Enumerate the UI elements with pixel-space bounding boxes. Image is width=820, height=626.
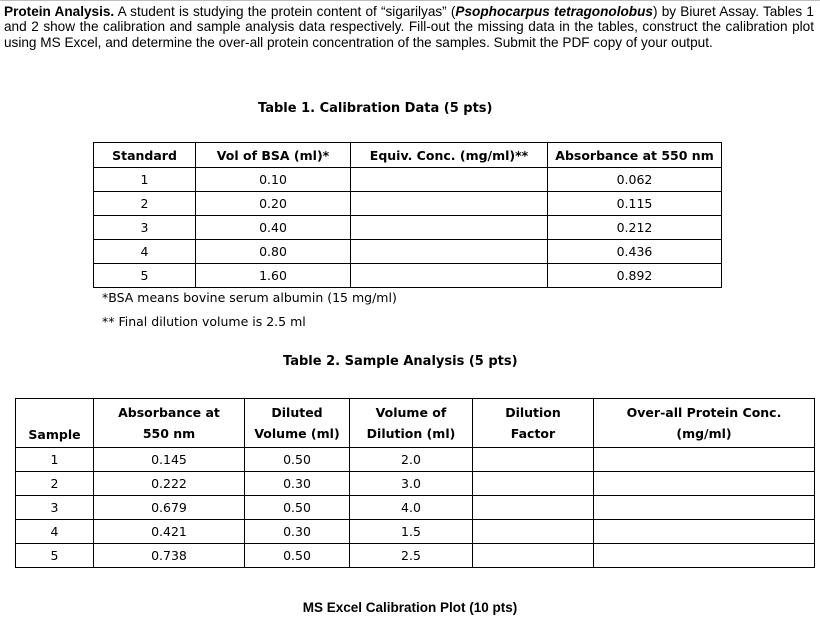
table1-cell: 5 [94, 264, 196, 288]
table1-cell: 4 [94, 240, 196, 264]
table1-cell: 0.80 [196, 240, 351, 264]
intro-lead: Protein Analysis. [4, 4, 115, 19]
table1-cell: 0.892 [548, 264, 722, 288]
table2-cell: 0.50 [245, 544, 350, 568]
table2-header-absorbance [94, 399, 245, 448]
table1-cell: 3 [94, 216, 196, 240]
calibration-plot-caption: MS Excel Calibration Plot (10 pts) [302, 600, 518, 615]
instructions-paragraph [4, 4, 814, 50]
table2-cell-blank[interactable] [473, 544, 594, 568]
table1-cell-blank[interactable] [351, 240, 548, 264]
table2-cell: 2.0 [350, 448, 473, 472]
table2-cell: 5 [16, 544, 94, 568]
bsa-footnote: *BSA means bovine serum albumin (15 mg/ml) [102, 290, 397, 305]
table2-cell: 0.30 [245, 472, 350, 496]
table1-cell: 0.10 [196, 168, 351, 192]
table1-cell: 0.40 [196, 216, 351, 240]
table1-header-absorbance: Absorbance at 550 nm [548, 143, 722, 168]
table1-cell: 2 [94, 192, 196, 216]
header-line: Absorbance at [118, 405, 220, 420]
table-row [16, 544, 815, 568]
header-line: (mg/ml) [676, 426, 732, 441]
table2-cell: 0.30 [245, 520, 350, 544]
table-row [94, 216, 722, 240]
table2-cell: 2.5 [350, 544, 473, 568]
table1-cell: 1.60 [196, 264, 351, 288]
table2-cell-blank[interactable] [594, 544, 815, 568]
table-row [16, 472, 815, 496]
table-row [16, 448, 815, 472]
table2-cell: 4 [16, 520, 94, 544]
table2-cell: 3 [16, 496, 94, 520]
table2-cell: 0.222 [94, 472, 245, 496]
table1-cell-blank[interactable] [351, 168, 548, 192]
table2-cell: 0.421 [94, 520, 245, 544]
table2-cell: 0.50 [245, 496, 350, 520]
sample-analysis-table [15, 398, 815, 568]
table-row [16, 520, 815, 544]
table2-cell: 0.738 [94, 544, 245, 568]
header-line: 550 nm [142, 426, 196, 441]
table1-cell: 0.436 [548, 240, 722, 264]
table2-cell-blank[interactable] [473, 496, 594, 520]
table-row [94, 168, 722, 192]
table1-cell: 0.212 [548, 216, 722, 240]
table-row [94, 240, 722, 264]
header-line: Dilution [505, 405, 561, 420]
header-line: Dilution (ml) [366, 426, 456, 441]
table2-cell-blank[interactable] [594, 472, 815, 496]
calibration-table [93, 142, 722, 288]
table1-cell: 1 [94, 168, 196, 192]
table2-cell-blank[interactable] [473, 520, 594, 544]
top-divider [0, 0, 820, 1]
table2-cell: 2 [16, 472, 94, 496]
table1-cell: 0.20 [196, 192, 351, 216]
table2-caption: Table 2. Sample Analysis (5 pts) [283, 354, 518, 369]
table2-cell-blank[interactable] [473, 448, 594, 472]
table1-header-vol-bsa: Vol of BSA (ml)* [196, 143, 351, 168]
table2-cell-blank[interactable] [594, 520, 815, 544]
header-line: Volume of [375, 405, 447, 420]
table2-cell: 3.0 [350, 472, 473, 496]
table2-cell: 0.145 [94, 448, 245, 472]
dilution-footnote: ** Final dilution volume is 2.5 ml [102, 314, 306, 329]
table1-cell-blank[interactable] [351, 264, 548, 288]
table1-caption: Table 1. Calibration Data (5 pts) [258, 101, 493, 116]
table2-cell: 0.679 [94, 496, 245, 520]
table2-header-row [16, 399, 815, 448]
table2-header-sample: Sample [16, 399, 94, 448]
intro-text-2: ) by Biuret Assay. Tables 1 and 2 show the calibration and sample analysis data respectively. Fill-out the missing data in the tables, construct the calibration plot using MS Excel, and determine the over-all protein concentration of the samples. Submit the PDF copy of your output. [4, 4, 814, 50]
table2-header-diluted-volume [245, 399, 350, 448]
table2-cell: 1 [16, 448, 94, 472]
table2-cell: 4.0 [350, 496, 473, 520]
table2-header-overall-conc [594, 399, 815, 448]
table1-header-equiv-conc: Equiv. Conc. (mg/ml)** [351, 143, 548, 168]
intro-text-1: A student is studying the protein content of “sigarilyas” ( [114, 4, 456, 19]
header-line: Volume (ml) [254, 426, 340, 441]
table2-cell-blank[interactable] [473, 472, 594, 496]
table1-header-standard: Standard [94, 143, 196, 168]
table2-header-dilution-factor [473, 399, 594, 448]
header-line: Factor [510, 426, 556, 441]
table1-cell: 0.115 [548, 192, 722, 216]
table1-cell-blank[interactable] [351, 192, 548, 216]
table2-header-dilution-volume [350, 399, 473, 448]
table1-header-row [94, 143, 722, 168]
table2-cell: 0.50 [245, 448, 350, 472]
table2-cell-blank[interactable] [594, 496, 815, 520]
table-row [94, 264, 722, 288]
header-line: Diluted [271, 405, 323, 420]
table1-cell-blank[interactable] [351, 216, 548, 240]
table2-cell-blank[interactable] [594, 448, 815, 472]
table2-cell: 1.5 [350, 520, 473, 544]
species-name: Psophocarpus tetragonolobus [455, 4, 653, 19]
header-line: Over-all Protein Conc. [626, 405, 782, 420]
table-row [16, 496, 815, 520]
table1-cell: 0.062 [548, 168, 722, 192]
table-row [94, 192, 722, 216]
